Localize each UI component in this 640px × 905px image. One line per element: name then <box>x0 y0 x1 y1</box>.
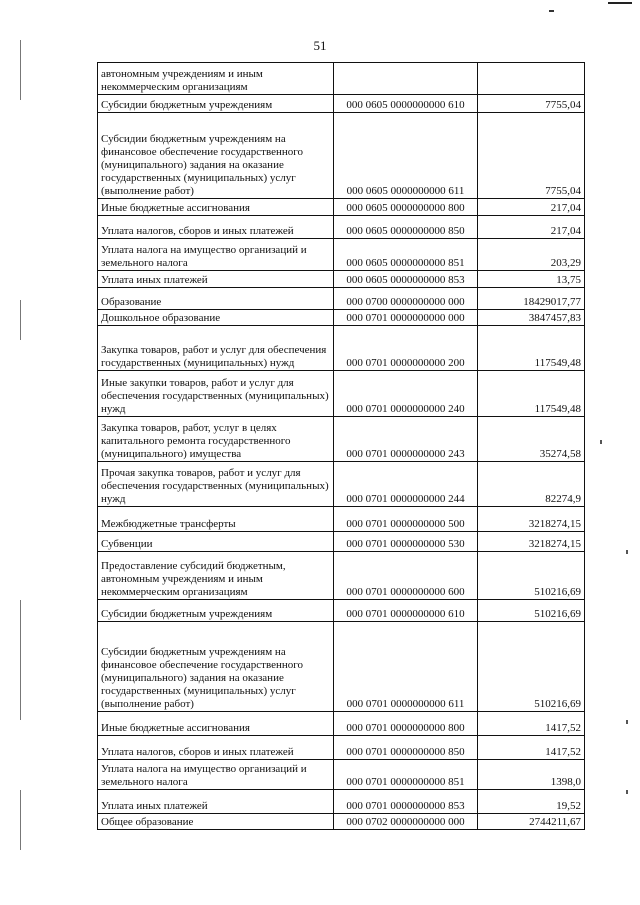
row-name: Образование <box>98 288 334 310</box>
row-amount <box>478 63 585 95</box>
table-row <box>98 462 585 507</box>
row-name: Межбюджетные трансферты <box>98 507 334 532</box>
row-name: Иные бюджетные ассигнования <box>98 199 334 216</box>
row-code: 000 0701 0000000000 850 <box>334 736 478 760</box>
row-amount: 3218274,15 <box>478 532 585 552</box>
scan-edge-mark <box>600 440 602 444</box>
row-code: 000 0701 0000000000 000 <box>334 310 478 326</box>
row-code: 000 0701 0000000000 853 <box>334 790 478 814</box>
row-name: Субсидии бюджетным учреждениям на финансовое обеспечение государственного (муниципального) задания на оказание государственных (муниципальных) услуг (выполнение работ) <box>98 113 334 199</box>
table-row <box>98 622 585 712</box>
row-code: 000 0701 0000000000 243 <box>334 417 478 462</box>
row-code: 000 0605 0000000000 851 <box>334 239 478 271</box>
row-amount: 1398,0 <box>478 760 585 790</box>
row-amount: 82274,9 <box>478 462 585 507</box>
row-name: Уплата налогов, сборов и иных платежей <box>98 216 334 239</box>
row-amount: 3847457,83 <box>478 310 585 326</box>
row-code: 000 0701 0000000000 851 <box>334 760 478 790</box>
row-amount: 2744211,67 <box>478 814 585 830</box>
row-amount: 510216,69 <box>478 622 585 712</box>
row-code: 000 0605 0000000000 800 <box>334 199 478 216</box>
table-row <box>98 199 585 216</box>
table-row <box>98 326 585 371</box>
scan-corner-dot <box>549 10 554 12</box>
row-code: 000 0701 0000000000 500 <box>334 507 478 532</box>
page-number: 51 <box>313 38 327 53</box>
scan-edge-line <box>20 600 21 720</box>
row-code: 000 0702 0000000000 000 <box>334 814 478 830</box>
row-amount: 510216,69 <box>478 552 585 600</box>
budget-table-body <box>98 63 585 830</box>
row-amount: 217,04 <box>478 199 585 216</box>
row-code: 000 0701 0000000000 610 <box>334 600 478 622</box>
row-name: Субсидии бюджетным учреждениям <box>98 600 334 622</box>
row-name: Общее образование <box>98 814 334 830</box>
row-amount: 19,52 <box>478 790 585 814</box>
row-code: 000 0701 0000000000 611 <box>334 622 478 712</box>
table-row <box>98 712 585 736</box>
row-name: автономным учреждениям и иным некоммерческим организациям <box>98 63 334 95</box>
table-row <box>98 310 585 326</box>
row-name: Закупка товаров, работ и услуг для обеспечения государственных (муниципальных) нужд <box>98 326 334 371</box>
row-name: Субсидии бюджетным учреждениям <box>98 95 334 113</box>
scan-edge-mark <box>626 720 628 724</box>
row-name: Уплата иных платежей <box>98 790 334 814</box>
row-name: Уплата налога на имущество организаций и земельного налога <box>98 239 334 271</box>
row-amount: 3218274,15 <box>478 507 585 532</box>
table-row <box>98 600 585 622</box>
row-name: Иные бюджетные ассигнования <box>98 712 334 736</box>
row-code: 000 0701 0000000000 800 <box>334 712 478 736</box>
table-row <box>98 417 585 462</box>
scan-edge-line <box>20 790 21 850</box>
table-row <box>98 532 585 552</box>
table-row <box>98 507 585 532</box>
table-row <box>98 271 585 288</box>
row-code: 000 0605 0000000000 853 <box>334 271 478 288</box>
row-code: 000 0701 0000000000 244 <box>334 462 478 507</box>
row-name: Уплата налогов, сборов и иных платежей <box>98 736 334 760</box>
row-code: 000 0701 0000000000 530 <box>334 532 478 552</box>
row-name: Уплата налога на имущество организаций и земельного налога <box>98 760 334 790</box>
scan-edge-mark <box>626 790 628 794</box>
row-amount: 13,75 <box>478 271 585 288</box>
row-amount: 510216,69 <box>478 600 585 622</box>
row-code: 000 0701 0000000000 200 <box>334 326 478 371</box>
row-amount: 1417,52 <box>478 736 585 760</box>
row-amount: 117549,48 <box>478 371 585 417</box>
table-row <box>98 814 585 830</box>
row-amount: 7755,04 <box>478 113 585 199</box>
row-amount: 217,04 <box>478 216 585 239</box>
row-amount: 203,29 <box>478 239 585 271</box>
scan-corner-mark <box>608 2 632 4</box>
table-row <box>98 288 585 310</box>
row-name: Иные закупки товаров, работ и услуг для обеспечения государственных (муниципальных) нужд <box>98 371 334 417</box>
row-code: 000 0701 0000000000 600 <box>334 552 478 600</box>
row-code: 000 0605 0000000000 610 <box>334 95 478 113</box>
table-row <box>98 760 585 790</box>
row-name: Закупка товаров, работ, услуг в целях капитального ремонта государственного (муниципального) имущества <box>98 417 334 462</box>
row-name: Субвенции <box>98 532 334 552</box>
table-row <box>98 552 585 600</box>
row-amount: 1417,52 <box>478 712 585 736</box>
row-amount: 35274,58 <box>478 417 585 462</box>
table-row <box>98 736 585 760</box>
row-code: 000 0605 0000000000 850 <box>334 216 478 239</box>
table-row <box>98 239 585 271</box>
row-name: Уплата иных платежей <box>98 271 334 288</box>
scan-edge-line <box>20 300 21 340</box>
table-row <box>98 790 585 814</box>
row-name: Предоставление субсидий бюджетным, автономным учреждениям и иным некоммерческим организациям <box>98 552 334 600</box>
row-amount: 18429017,77 <box>478 288 585 310</box>
row-name: Субсидии бюджетным учреждениям на финансовое обеспечение государственного (муниципального) задания на оказание государственных (муниципальных) услуг (выполнение работ) <box>98 622 334 712</box>
table-row <box>98 95 585 113</box>
scan-edge-mark <box>626 550 628 554</box>
row-code <box>334 63 478 95</box>
table-row <box>98 63 585 95</box>
row-amount: 117549,48 <box>478 326 585 371</box>
table-row <box>98 216 585 239</box>
budget-table <box>97 62 585 830</box>
row-code: 000 0701 0000000000 240 <box>334 371 478 417</box>
table-row <box>98 113 585 199</box>
row-name: Прочая закупка товаров, работ и услуг для обеспечения государственных (муниципальных) нужд <box>98 462 334 507</box>
table-row <box>98 371 585 417</box>
row-name: Дошкольное образование <box>98 310 334 326</box>
row-code: 000 0700 0000000000 000 <box>334 288 478 310</box>
row-amount: 7755,04 <box>478 95 585 113</box>
row-code: 000 0605 0000000000 611 <box>334 113 478 199</box>
